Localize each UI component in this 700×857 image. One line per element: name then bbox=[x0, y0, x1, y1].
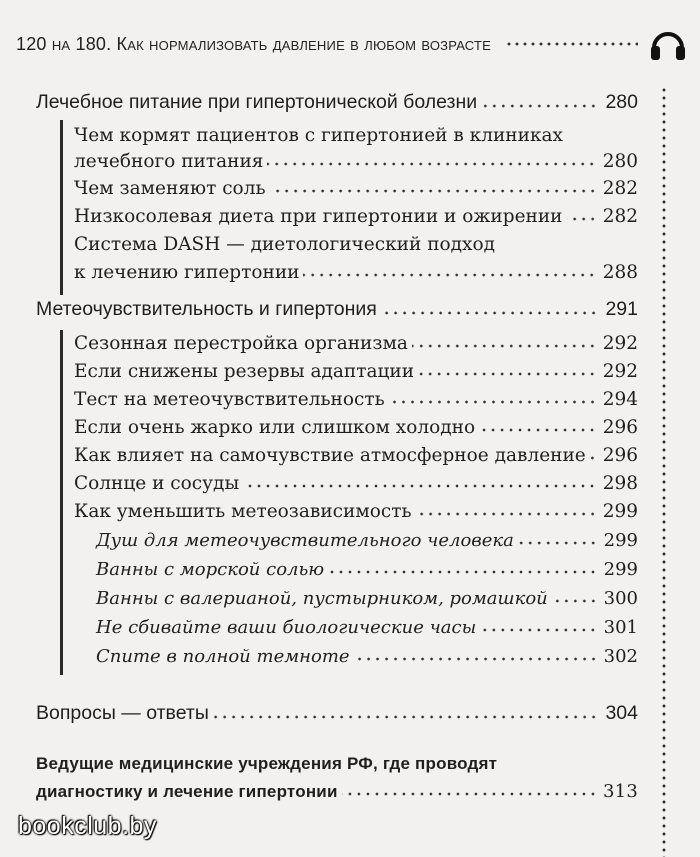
toc-entry-title: Лечебное питание при гипертонической болезни bbox=[36, 91, 478, 113]
dot-leader bbox=[213, 714, 598, 720]
toc-page-number: 300 bbox=[603, 588, 638, 609]
toc-page-number: 299 bbox=[603, 530, 638, 551]
dot-leader bbox=[418, 371, 597, 377]
toc-entry-title: Если снижены резервы адаптации bbox=[74, 361, 415, 382]
toc-page-number: 280 bbox=[602, 151, 638, 172]
toc-entry-title: Сезонная перестройка организма bbox=[74, 333, 408, 354]
toc-entry-title-continued: к лечению гипертонии bbox=[74, 262, 300, 283]
toc-page-number: 298 bbox=[602, 473, 638, 494]
toc-page-number: 292 bbox=[602, 361, 638, 382]
dot-leader bbox=[567, 216, 597, 222]
toc-page-number: 292 bbox=[602, 333, 638, 354]
toc-entry-title-continued: диагностику и лечение гипертонии bbox=[36, 782, 338, 801]
toc-page-number: 282 bbox=[602, 178, 638, 199]
toc-page-number: 282 bbox=[602, 206, 638, 227]
dot-leader bbox=[481, 103, 598, 109]
toc-page-number: 294 bbox=[602, 389, 638, 410]
dot-leader bbox=[243, 483, 597, 489]
page-header bbox=[16, 22, 688, 66]
dot-leader bbox=[552, 598, 598, 604]
dot-leader bbox=[381, 310, 598, 316]
toc-entry-title: Чем кормят пациентов с гипертонией в клиниках bbox=[74, 125, 563, 146]
toc-entry-title-continued: лечебного питания bbox=[74, 151, 264, 172]
dot-leader bbox=[389, 399, 597, 405]
toc-entry-title: Низкосолевая диета при гипертонии и ожирении bbox=[74, 206, 563, 227]
running-title: 120 на 180. Как нормализовать давление в любом возрасте bbox=[16, 33, 491, 54]
dot-leader bbox=[354, 656, 598, 662]
toc-page-number: 304 bbox=[605, 702, 638, 724]
toc-page-number: 299 bbox=[602, 501, 638, 522]
dot-leader bbox=[416, 511, 597, 517]
toc-entry-title: Метеочувствительность и гипертония bbox=[36, 298, 377, 320]
toc-entry-title: Как уменьшить метеозависимость bbox=[74, 501, 412, 522]
toc-entry-title: Если очень жарко или слишком холодно bbox=[74, 417, 476, 438]
toc-page-number: 302 bbox=[603, 646, 638, 667]
toc-entry-title: Спите в полной темноте bbox=[96, 646, 350, 667]
dot-leader bbox=[479, 427, 597, 433]
dot-leader bbox=[267, 161, 596, 167]
headphones-icon bbox=[648, 24, 688, 64]
toc-page-number: 296 bbox=[602, 445, 638, 466]
dot-leader bbox=[480, 627, 597, 633]
dot-leader bbox=[412, 343, 597, 349]
toc-entry-title: Ванны с морской солью bbox=[96, 559, 325, 580]
toc-entry-title: Душ для метеочувствительного человека bbox=[96, 530, 514, 551]
toc-entry-title: Тест на метеочувствительность bbox=[74, 389, 385, 410]
toc-entry-title: Ведущие медицинские учреждения РФ, где проводят bbox=[36, 754, 498, 773]
toc-page-number: 280 bbox=[605, 91, 638, 113]
toc-entry-title: Ванны с валерианой, пустырником, ромашкой bbox=[96, 588, 548, 609]
toc-page-number: 296 bbox=[602, 417, 638, 438]
sub-section-bar bbox=[60, 330, 63, 675]
toc-page-number: 291 bbox=[605, 298, 638, 320]
toc-entry-title: Чем заменяют соль bbox=[74, 178, 266, 199]
dot-leader bbox=[270, 188, 597, 194]
toc-page-number: 313 bbox=[603, 781, 638, 802]
dot-leader bbox=[328, 569, 597, 575]
toc-entry-title: Солнце и сосуды bbox=[74, 473, 240, 494]
header-dotted-rule bbox=[505, 41, 638, 47]
toc-entry-title: Система DASH — диетологический подход bbox=[74, 234, 496, 255]
dot-leader bbox=[342, 791, 597, 797]
toc-entry-title: Не сбивайте ваши биологические часы bbox=[96, 617, 477, 638]
toc-entry-title: Вопросы — ответы bbox=[36, 702, 209, 724]
dot-leader bbox=[518, 540, 598, 546]
toc-entry-title: Как влияет на самочувствие атмосферное давление bbox=[74, 445, 586, 466]
toc-page-number: 288 bbox=[602, 262, 638, 283]
toc-page-number: 301 bbox=[603, 617, 638, 638]
dot-leader bbox=[590, 455, 597, 461]
watermark: bookclub.by bbox=[18, 812, 157, 840]
margin-dotted-rule bbox=[662, 86, 666, 857]
toc-page-number: 299 bbox=[603, 559, 638, 580]
dot-leader bbox=[303, 272, 596, 278]
sub-section-bar bbox=[60, 120, 63, 295]
